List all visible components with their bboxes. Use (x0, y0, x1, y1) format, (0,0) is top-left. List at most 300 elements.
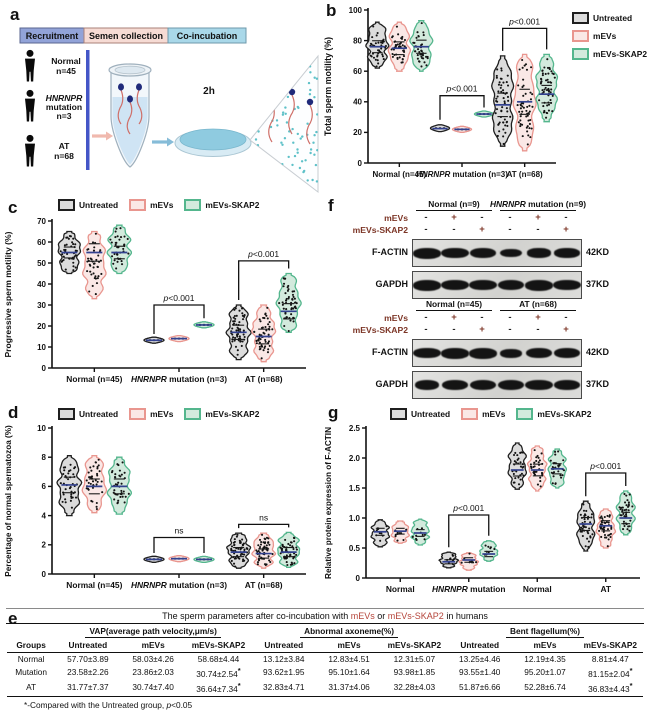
table-cell: 12.19±4.35 (524, 654, 566, 664)
violin-mevs (169, 336, 189, 342)
y-tick-label: 30 (37, 300, 46, 310)
table-cell: 93.62±1.95 (263, 667, 305, 678)
legend-item-untreated (58, 408, 118, 420)
protein-band (470, 380, 497, 391)
significance-bracket (239, 524, 289, 528)
blot-protein-label: F-ACTIN (372, 247, 408, 257)
legend-label: mEVs-SKAP2 (537, 409, 592, 419)
step-label-co-incubation: Co-incubation (176, 31, 238, 41)
x-category-label: Normal (385, 584, 415, 594)
p-value-label: p<0.001 (509, 16, 541, 27)
legend-label: mEVs (593, 31, 617, 41)
magnified-view (250, 56, 318, 192)
blot-protein-label: F-ACTIN (372, 347, 408, 357)
x-category-label: HNRNPR mutation (n=3) (130, 580, 228, 590)
table-cell: 36.64±7.34* (186, 680, 251, 696)
table-cell: 32.83±4.71 (251, 680, 316, 696)
protein-band (413, 348, 440, 359)
y-tick-label: 1.0 (348, 513, 360, 523)
table-row (7, 680, 643, 696)
violin-untreated (57, 456, 82, 516)
x-category-label: AT (n=68) (506, 170, 543, 179)
y-tick-label: 0 (41, 569, 46, 579)
treatment-sign: - (480, 212, 484, 223)
x-category-label: HNRNPR mutation (n=3) (130, 374, 228, 384)
row-group-name: Mutation (15, 667, 48, 678)
violin-untreated (508, 443, 526, 489)
blot-group-underline (500, 210, 576, 211)
protein-band (527, 248, 550, 257)
table-cell: 13.12±3.84 (263, 654, 305, 664)
table-cell: 30.74±2.54* (196, 666, 241, 679)
protein-band (413, 248, 441, 259)
protein-band (525, 380, 552, 391)
protein-band (442, 380, 468, 390)
y-axis-label: Total sperm motility (%) (323, 36, 333, 137)
protein-band (469, 280, 496, 291)
treatment-sign: - (452, 224, 456, 235)
treatment-sign: + (563, 224, 569, 235)
footnote-text: *-Compared with the Untreated group, (24, 699, 167, 710)
legend (58, 408, 259, 420)
molecular-weight-label: 42KD (586, 347, 610, 357)
y-axis-label: Progressive sperm motility (%) (3, 231, 13, 358)
violin-mevs-skap2 (548, 449, 566, 488)
legend-item-mevs (129, 408, 173, 420)
treatment-sign: - (508, 212, 512, 223)
panel-e-sperm-parameters-table (0, 608, 650, 719)
legend (58, 199, 259, 211)
legend-item-mevs-skap2 (184, 199, 259, 211)
row-group-name: Normal (17, 654, 45, 664)
step-label-recruitment: Recruitment (25, 31, 79, 41)
table-row (7, 665, 643, 680)
treatment-sign: + (451, 312, 457, 323)
protein-band (553, 280, 580, 291)
panel-f-western-blots (320, 195, 650, 402)
protein-band (525, 280, 553, 291)
cohort-normal-name: Normal (51, 56, 81, 66)
treatment-sign: + (535, 312, 541, 323)
violin-untreated (577, 501, 595, 551)
y-tick-label: 50 (37, 258, 46, 268)
p-value-label: ns (259, 512, 269, 523)
legend-label: mEVs (150, 200, 174, 210)
violin-mevs-skap2 (480, 541, 498, 561)
molecular-weight-label: 37KD (586, 379, 610, 389)
row-group-name: AT (7, 680, 55, 696)
legend (572, 12, 647, 60)
violin-mevs (83, 232, 106, 299)
violin-untreated (58, 232, 80, 274)
violin-untreated (431, 125, 450, 132)
table-title-rule (6, 623, 644, 624)
axes (366, 426, 640, 578)
blot-group-underline (416, 310, 492, 311)
treatment-row-label: mEVs-SKAP2 (352, 325, 408, 335)
sub-column-header: mEVs (316, 639, 381, 653)
y-tick-label: 0 (355, 573, 360, 583)
treatment-sign: - (508, 224, 512, 235)
legend-item-mevs (572, 30, 616, 42)
table-cell: 58.03±4.26 (132, 654, 174, 664)
violin-mevs (596, 509, 616, 548)
molecular-weight-label: 37KD (586, 279, 610, 289)
y-tick-label: 0 (41, 363, 46, 373)
table-cell: 31.77±7.37 (55, 680, 120, 696)
y-tick-label: 60 (37, 237, 46, 247)
legend-item-mevs-skap2 (184, 408, 259, 420)
significance-bracket (586, 473, 626, 496)
protein-band (500, 249, 521, 258)
protein-band (554, 248, 579, 258)
violin-mevs (513, 54, 536, 150)
treatment-sign: - (564, 312, 568, 323)
violin-mevs-skap2 (475, 111, 494, 117)
treatment-sign: + (479, 224, 485, 235)
table-cell: 30.74±7.40 (121, 680, 186, 696)
protein-band (441, 280, 468, 291)
violin-untreated (227, 533, 251, 568)
treatment-sign: + (563, 324, 569, 335)
legend-label: Untreated (79, 409, 119, 419)
blot-group-header: Normal (n=9) (428, 199, 480, 209)
treatment-sign: + (451, 212, 457, 223)
table-title-text: The sperm parameters after co-incubation with (162, 611, 351, 621)
legend-label: Untreated (411, 409, 451, 419)
petri-dish-illustration (175, 129, 251, 157)
legend-item-untreated (390, 408, 450, 420)
western-blot-content (320, 195, 650, 402)
legend-swatch (129, 199, 146, 211)
sub-column-header: Untreated (251, 639, 316, 653)
x-category-label: Normal (n=45) (66, 580, 123, 590)
y-tick-label: 10 (37, 342, 46, 352)
violin-mevs (388, 22, 410, 71)
violin-mevs (252, 305, 276, 362)
legend-item-mevs (461, 408, 505, 420)
table-cell: 13.25±4.46 (458, 654, 501, 664)
sub-column-header: Untreated (55, 639, 120, 653)
treatment-sign: - (508, 324, 512, 335)
y-axis-label: Relative protein expression of F-ACTIN (324, 427, 333, 579)
legend-label: mEVs-SKAP2 (205, 409, 260, 419)
normal-spermatozoa-violin-chart (0, 402, 320, 608)
legend-item-untreated (572, 12, 632, 24)
x-category-label: HNRNPR mutation (n=3) (416, 170, 508, 179)
violin-mevs-skap2 (278, 532, 300, 567)
legend-item-mevs-skap2 (572, 48, 647, 60)
y-tick-label: 0 (357, 158, 362, 168)
table-cell: 8.81±4.47 (591, 654, 629, 664)
treatment-sign: - (508, 312, 512, 323)
legend-label: mEVs-SKAP2 (205, 200, 260, 210)
legend-item-mevs (129, 199, 173, 211)
violin-mevs-skap2 (410, 21, 433, 71)
panel-a-study-design (0, 0, 320, 195)
panel-b-total-motility (320, 0, 650, 195)
y-tick-label: 2 (41, 540, 46, 550)
factin-expression-violin-chart (320, 402, 650, 608)
cohort-mutation-gene: HNRNPR (45, 93, 83, 103)
violin-mevs (169, 556, 189, 562)
legend-item-untreated (58, 199, 118, 211)
y-tick-label: 40 (353, 97, 362, 107)
study-design-illustration (0, 0, 320, 195)
protein-band (498, 280, 525, 291)
table-top-rule (6, 608, 644, 609)
x-category-label: AT (n=68) (244, 580, 283, 590)
footnote-text: p (166, 699, 172, 710)
treatment-sign: - (424, 312, 428, 323)
treatment-row-label: mEVs-SKAP2 (352, 225, 408, 235)
protein-band (469, 348, 497, 359)
sperm-parameters-table (7, 625, 643, 697)
violin-mevs-skap2 (276, 274, 301, 333)
treatment-sign: - (424, 212, 428, 223)
cohort-at-name: AT (58, 141, 70, 151)
table-cell: 81.15±2.04* (588, 666, 633, 679)
legend-label: mEVs-SKAP2 (593, 49, 647, 59)
panel-letter-e: e (8, 609, 18, 628)
legend-swatch (390, 408, 407, 420)
sub-column-header: mEVs-SKAP2 (186, 639, 251, 653)
violin-mevs (391, 521, 409, 543)
protein-band (554, 380, 580, 390)
table-row (7, 653, 643, 666)
flow-arrow-pink (92, 132, 113, 141)
x-category-label: Normal (n=45) (66, 374, 123, 384)
violin-mevs-skap2 (107, 225, 131, 273)
table-title-highlight: mEVs (350, 611, 375, 621)
y-tick-label: 80 (353, 36, 362, 46)
protein-band (441, 348, 469, 359)
p-value-label: p<0.001 (453, 503, 485, 513)
treatment-sign: - (424, 224, 428, 235)
table-cell: 32.28±4.03 (382, 680, 447, 696)
violin-untreated (492, 56, 514, 146)
p-value-label: p<0.001 (590, 461, 622, 471)
legend-swatch (572, 12, 589, 24)
y-tick-label: 100 (348, 5, 362, 15)
workflow-steps (20, 28, 246, 43)
row-header-label: Groups (7, 639, 55, 653)
table-cell: 93.98±1.85 (393, 667, 436, 678)
legend-swatch (58, 408, 75, 420)
legend-swatch (572, 48, 589, 60)
legend-swatch (58, 199, 75, 211)
violin-mevs-skap2 (616, 491, 635, 535)
treatment-row-label: mEVs (384, 313, 408, 323)
treatment-sign: + (535, 212, 541, 223)
violin-mevs (82, 456, 106, 513)
violin-mevs-skap2 (194, 556, 214, 562)
y-tick-label: 4 (41, 511, 46, 521)
table-cell: 23.58±2.26 (67, 667, 109, 678)
table-cell: 57.70±3.89 (67, 654, 109, 664)
y-tick-label: 2.5 (348, 423, 360, 433)
sub-column-header: mEVs-SKAP2 (578, 639, 643, 653)
molecular-weight-label: 42KD (586, 247, 610, 257)
blot-group-underline (416, 210, 492, 211)
table-cell: 95.20±1.07 (524, 667, 566, 678)
violin-mevs-skap2 (411, 519, 430, 545)
sub-column-header: Untreated (447, 639, 512, 653)
x-category-label: AT (600, 584, 612, 594)
blot-protein-label: GAPDH (375, 279, 408, 289)
table-cell: 12.31±5.07 (393, 654, 436, 664)
treatment-sign: - (564, 212, 568, 223)
y-tick-label: 1.5 (348, 483, 360, 493)
legend (390, 408, 591, 420)
legend-swatch (461, 408, 478, 420)
violin-mevs (453, 126, 472, 132)
step-label-semen-collection: Semen collection (88, 31, 164, 41)
footnote-text: <0.05 (171, 699, 193, 710)
blot-group-header: HNRNPR mutation (n=9) (489, 199, 587, 209)
p-value-label: p<0.001 (163, 293, 195, 303)
protein-band (526, 348, 552, 358)
violin-untreated (366, 22, 389, 68)
legend-item-mevs-skap2 (516, 408, 591, 420)
treatment-row-label: mEVs (384, 213, 408, 223)
cohort-at-n: n=68 (54, 151, 74, 161)
protein-band (415, 380, 440, 390)
blot-membrane (412, 371, 582, 399)
cohort-normal-n: n=45 (56, 66, 76, 76)
y-tick-label: 20 (37, 321, 46, 331)
treatment-sign: + (479, 324, 485, 335)
panel-letter-c: c (8, 198, 18, 217)
violin-untreated (371, 520, 389, 547)
protein-band (413, 280, 441, 291)
legend-swatch (184, 408, 201, 420)
table-cell: 58.68±4.44 (197, 654, 240, 664)
violin-untreated (226, 305, 251, 360)
y-tick-label: 70 (37, 216, 46, 226)
p-value-label: p<0.001 (446, 83, 478, 94)
table-cell: 36.83±4.43* (578, 680, 643, 696)
blot-membrane (412, 271, 582, 299)
person-icon-mutation (25, 90, 35, 122)
protein-band (498, 380, 525, 391)
table-title-highlight: mEVs-SKAP2 (387, 611, 444, 621)
timeline-bar (86, 50, 90, 170)
violin-untreated (144, 556, 164, 562)
panel-d-normal-spermatozoa (0, 402, 320, 608)
protein-band (441, 248, 468, 259)
legend-label: mEVs (150, 409, 174, 419)
y-tick-label: 8 (41, 453, 46, 462)
treatment-sign: - (452, 324, 456, 335)
y-tick-label: 2.0 (348, 453, 360, 463)
person-icon-at (25, 135, 35, 167)
protein-band (554, 348, 581, 359)
column-group-header: VAP(average path velocity,μm/s) (55, 625, 251, 639)
p-value-label: p<0.001 (248, 248, 280, 259)
p-value-label: ns (174, 525, 184, 536)
legend-label: Untreated (593, 13, 633, 23)
x-category-label: HNRNPR mutation (431, 584, 506, 594)
protein-band (500, 349, 522, 358)
violin-untreated (144, 337, 164, 343)
column-group-header: Bent flagellum(%) (447, 625, 643, 639)
violin-mevs (252, 533, 276, 568)
table-cell: 93.55±1.40 (458, 667, 501, 678)
significance-bracket (154, 305, 204, 334)
y-tick-label: 60 (353, 67, 362, 76)
violin-mevs-skap2 (107, 457, 131, 514)
y-tick-label: 40 (37, 279, 46, 289)
legend-swatch (516, 408, 533, 420)
violin-mevs-skap2 (536, 54, 558, 121)
flow-arrow-blue (152, 138, 174, 147)
table-cell: 12.83±4.51 (328, 654, 370, 664)
y-axis-label: Percentage of normal spermatozoa (%) (4, 425, 13, 577)
table-title-text: in humans (443, 611, 488, 621)
table-cell: 23.86±2.03 (132, 667, 174, 678)
y-tick-label: 10 (37, 423, 46, 433)
person-icon-normal (25, 50, 35, 82)
panel-letter-d: d (8, 403, 19, 422)
table-cell: 31.37±4.06 (316, 680, 381, 696)
treatment-sign: - (424, 324, 428, 335)
table-cell: 51.87±6.66 (447, 680, 512, 696)
significance-bracket (503, 28, 547, 51)
violin-mevs-skap2 (194, 322, 214, 328)
blot-membrane (412, 339, 582, 367)
blot-group-header: AT (n=68) (519, 299, 557, 309)
significance-bracket (154, 538, 204, 553)
y-tick-label: 20 (353, 128, 362, 138)
panel-letter-g: g (328, 403, 339, 422)
panel-c-progressive-motility (0, 195, 320, 402)
treatment-sign: - (480, 312, 484, 323)
blot-group-underline (500, 310, 576, 311)
treatment-sign: - (536, 324, 540, 335)
cohort-mutation-word: mutation (45, 102, 83, 112)
table-cell: 52.28±6.74 (512, 680, 577, 696)
legend-swatch (184, 199, 201, 211)
tube-illustration (109, 64, 151, 167)
violin-mevs (528, 446, 547, 491)
sub-column-header: mEVs-SKAP2 (382, 639, 447, 653)
cohort-groups (25, 50, 83, 167)
table-cell: 95.10±1.64 (328, 667, 370, 678)
treatment-sign: - (536, 224, 540, 235)
legend-swatch (129, 408, 146, 420)
legend-label: mEVs (482, 409, 506, 419)
blot-protein-label: GAPDH (375, 379, 408, 389)
violin-mevs (459, 553, 478, 571)
table-footnote (24, 700, 650, 710)
legend-label: Untreated (79, 200, 119, 210)
y-tick-label: 0.5 (348, 543, 360, 553)
panel-g-factin-expression (320, 402, 650, 608)
blot-membrane (412, 239, 582, 267)
panel-letter-a: a (10, 5, 20, 24)
blot-group-header: Normal (n=45) (425, 299, 483, 309)
x-category-label: Normal (522, 584, 552, 594)
progressive-motility-violin-chart (0, 195, 320, 402)
y-tick-label: 6 (41, 482, 46, 492)
incubation-time-label: 2h (203, 86, 215, 97)
sub-column-header: mEVs (512, 639, 577, 653)
protein-band (470, 248, 496, 258)
violin-untreated (439, 552, 458, 568)
x-category-label: Normal (n=45) (372, 170, 427, 179)
table-title-text: or (374, 611, 388, 621)
